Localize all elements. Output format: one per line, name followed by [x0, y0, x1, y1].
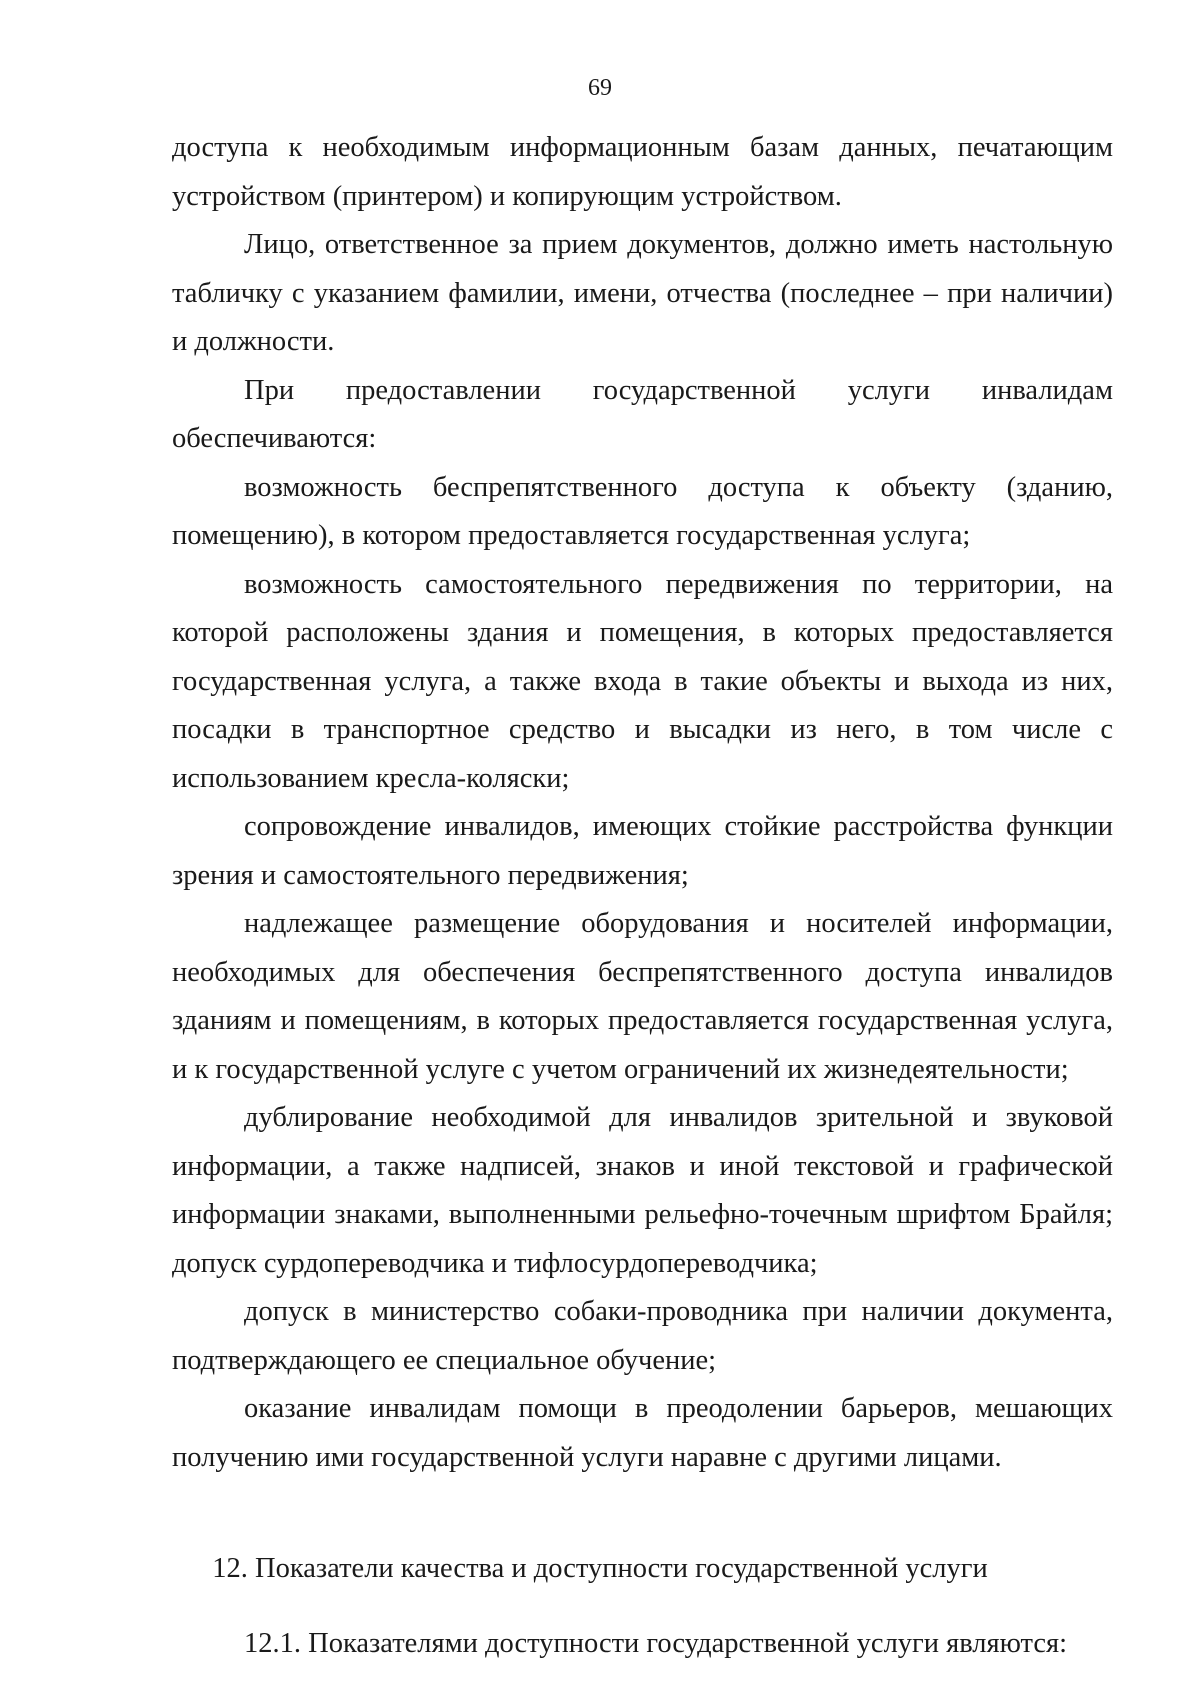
subsection-line: 12.1. Показателями доступности государственной услуги являются:	[244, 1628, 1068, 1659]
section-heading: 12. Показатели качества и доступности государственной услуги	[212, 1553, 988, 1584]
page-number: 69	[588, 75, 612, 101]
paragraph-guide-dog: допуск в министерство собаки-проводника при наличии документа, подтверждающего ее специальное обучение;	[172, 1296, 1113, 1376]
paragraph-equipment-placement: надлежащее размещение оборудования и носителей информации, необходимых для обеспечения беспрепятственного доступа инвалидов зданиям и помещениям, в которых предоставляется государственная услуга, и к государственной услуге с учетом ограничений их жизнедеятельности;	[172, 908, 1113, 1085]
paragraph-responsible-person: Лицо, ответственное за прием документов, должно иметь настольную табличку с указанием фамилии, имени, отчества (последнее – при наличии) и должности.	[172, 229, 1113, 357]
paragraph-building-access: возможность беспрепятственного доступа к объекту (зданию, помещению), в котором предоставляется государственная услуга;	[172, 471, 1113, 551]
paragraph-territory-movement: возможность самостоятельного передвижения по территории, на которой расположены здания и помещения, в которых предоставляется государственная услуга, а также входа в такие объекты и выхода из них, посадки в транспортное средство и высадки из него, в том числе с использованием кресла-коляски;	[172, 568, 1113, 794]
paragraph-disabled-provision-intro: При предоставлении государственной услуги инвалидам обеспечиваются:	[172, 374, 1113, 454]
paragraph-barrier-assistance: оказание инвалидам помощи в преодолении барьеров, мешающих получению ими государственной услуги наравне с другими лицами.	[172, 1393, 1113, 1473]
paragraph-duplication: дублирование необходимой для инвалидов зрительной и звуковой информации, а также надписей, знаков и иной текстовой и графической информации знаками, выполненными рельефно-точечным шрифтом Брайля; допуск сурдопереводчика и тифлосурдопереводчика;	[172, 1102, 1113, 1279]
document-body	[172, 124, 1113, 1482]
paragraph-escort: сопровождение инвалидов, имеющих стойкие расстройства функции зрения и самостоятельного передвижения;	[172, 811, 1113, 891]
paragraph-continuation: доступа к необходимым информационным базам данных, печатающим устройством (принтером) и копирующим устройством.	[172, 132, 1113, 212]
